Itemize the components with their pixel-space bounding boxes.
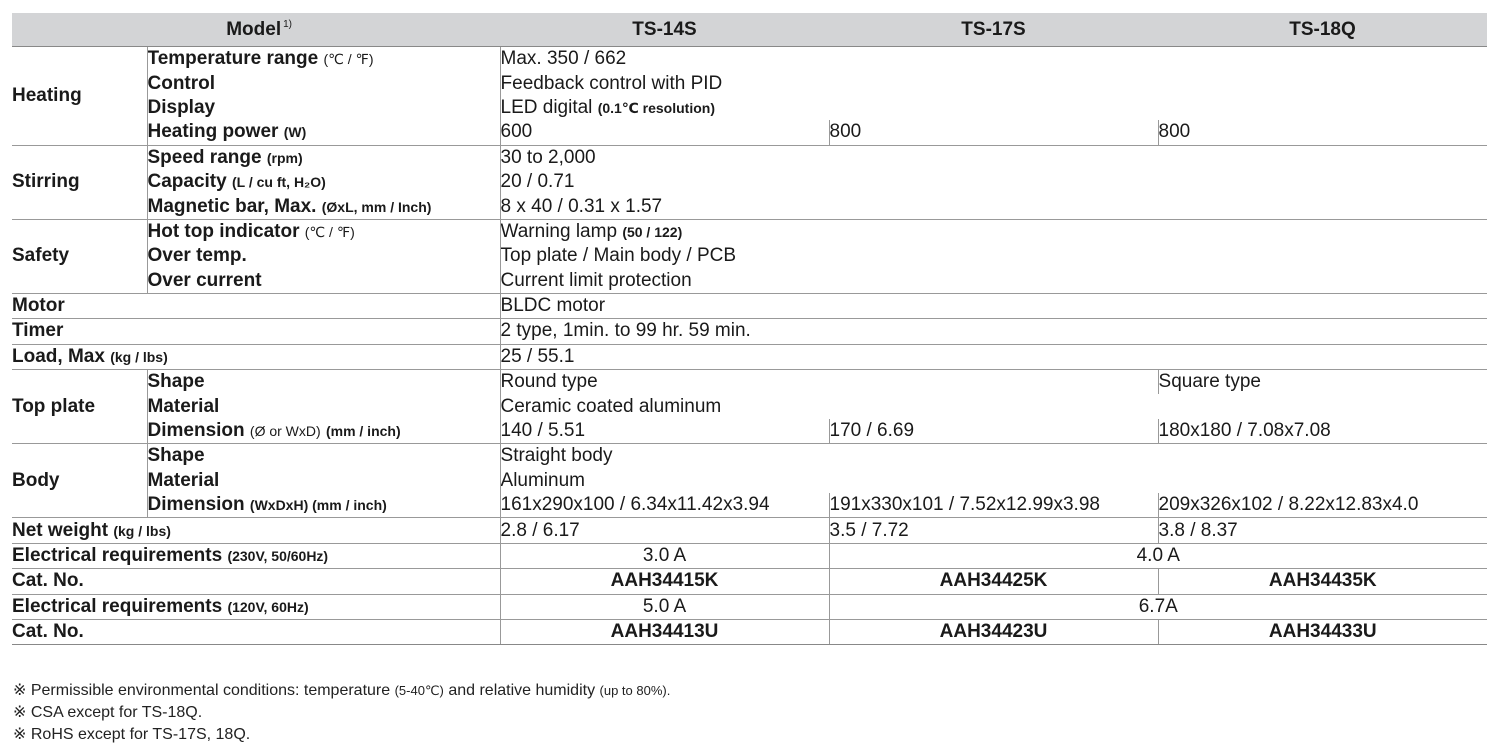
model-header: Model $^{1)}$ [12,13,500,47]
cell-value: 8 x 40 / 0.31 x 1.57 [500,195,663,217]
table-row [12,96,1487,120]
cell-value: 5.0 A [500,594,829,619]
row-label: Material [147,394,500,418]
cell-value: Feedback control with PID [500,72,723,94]
table-row [12,219,1487,244]
cell-value: Ceramic coated aluminum [500,395,722,417]
row-label: Capacity (L / cu ft, H₂O) [147,170,500,194]
row-label: Electrical requirements (120V, 60Hz) [12,594,500,619]
cell-value: AAH34413U [500,619,829,644]
footnotes [13,680,670,746]
table-row [12,145,1487,170]
table-row [12,344,1487,369]
cell-value: AAH34423U [829,619,1158,644]
cell-value: 30 to 2,000 [500,145,1487,170]
table-row [12,120,1487,145]
cell-value: 600 [500,120,829,145]
row-label: Heating power (W) [147,120,500,145]
cell-value: Aluminum [500,469,585,491]
cell-value: 2.8 / 6.17 [500,518,829,543]
cell-value: 6.7A [829,594,1487,619]
cell-value: 3.0 A [500,543,829,568]
table-row [12,569,1487,594]
table-row [12,71,1487,95]
row-label: Shape [147,444,500,469]
cell-value: 4.0 A [829,543,1487,568]
cell-value: Current limit protection [500,269,692,291]
table-row [12,469,1487,493]
table-row [12,170,1487,194]
table-row [12,319,1487,344]
row-label: Control [147,71,500,95]
row-label: Material [147,469,500,493]
cell-value: Round type [500,370,1158,395]
row-label: Magnetic bar, Max. (ØxL, mm / Inch) [147,194,500,219]
cell-value: 191x330x101 / 7.52x12.99x3.98 [829,493,1158,518]
cell-value: 3.8 / 8.37 [1158,518,1487,543]
cell-value: AAH34415K [500,569,829,594]
row-label: Load, Max (kg / lbs) [12,344,500,369]
row-label: Display [147,96,500,120]
cell-value: 3.5 / 7.72 [829,518,1158,543]
table-row [12,194,1487,219]
row-label: Motor [12,293,500,318]
cell-value: 800 [1158,121,1191,143]
cell-value: 209x326x102 / 8.22x12.83x4.0 [1158,494,1419,516]
cell-value: Max. 350 / 662 [500,48,627,70]
footnote: ※ CSA except for TS-18Q. [13,704,203,721]
col-ts-17s: TS-17S [829,13,1158,47]
spec-table [12,13,1487,645]
row-label: Cat. No. [12,569,500,594]
table-row [12,543,1487,568]
cell-value: 800 [829,120,1158,145]
table-row [12,269,1487,294]
row-label: Net weight (kg / lbs) [12,518,500,543]
footnote: ※ Permissible environmental conditions: temperature (5-40℃) and relative humidity (up to 80%). [13,682,671,699]
cell-value: 170 / 6.69 [829,419,1158,444]
table-row [12,594,1487,619]
table-row [12,293,1487,318]
row-label: Cat. No. [12,619,500,644]
row-label: Shape [147,370,500,395]
table-row [12,370,1487,395]
table-row [12,619,1487,644]
row-label: Over current [147,269,500,294]
cell-value: Square type [1158,370,1487,395]
cell-value: 140 / 5.51 [500,419,829,444]
cell-value: AAH34433U [1158,619,1487,644]
row-label: Hot top indicator (℃ / ℉) [147,219,500,244]
table-row [12,444,1487,469]
cell-value: Top plate / Main body / PCB [500,245,737,267]
cell-value: AAH34425K [829,569,1158,594]
group-safety: Safety [12,219,147,293]
header-row [12,13,1487,47]
table-row [12,244,1487,268]
table-row [12,419,1487,444]
cell-value: 20 / 0.71 [500,171,575,193]
cell-value: BLDC motor [500,293,1487,318]
cell-value: Straight body [500,444,1487,469]
group-stirring: Stirring [12,145,147,219]
group-heating: Heating [12,47,147,146]
cell-value: Warning lamp (50 / 122) [500,219,1487,244]
col-ts-14s: TS-14S [500,13,829,47]
row-label: Over temp. [147,244,500,268]
col-ts-18q: TS-18Q [1158,13,1487,47]
group-body: Body [12,444,147,518]
table-row [12,394,1487,418]
table-row [12,518,1487,543]
cell-value: 2 type, 1min. to 99 hr. 59 min. [500,319,1487,344]
row-label: Electrical requirements (230V, 50/60Hz) [12,543,500,568]
cell-value: 161x290x100 / 6.34x11.42x3.94 [500,493,829,518]
cell-value: LED digital (0.1℃ resolution) [500,96,715,118]
group-top-plate: Top plate [12,370,147,444]
footnote: ※ RoHS except for TS-17S, 18Q. [13,726,251,743]
row-label: Timer [12,319,500,344]
table-row [12,47,1487,72]
row-label: Speed range (rpm) [147,145,500,170]
cell-value: 25 / 55.1 [500,344,1487,369]
cell-value: 180x180 / 7.08x7.08 [1158,420,1331,442]
table-row [12,493,1487,518]
cell-value: AAH34435K [1158,569,1487,594]
row-label: Dimension (Ø or WxD) (mm / inch) [147,419,500,444]
row-label: Dimension (WxDxH) (mm / inch) [147,493,500,518]
row-label: Temperature range (℃ / ℉) [147,47,500,72]
